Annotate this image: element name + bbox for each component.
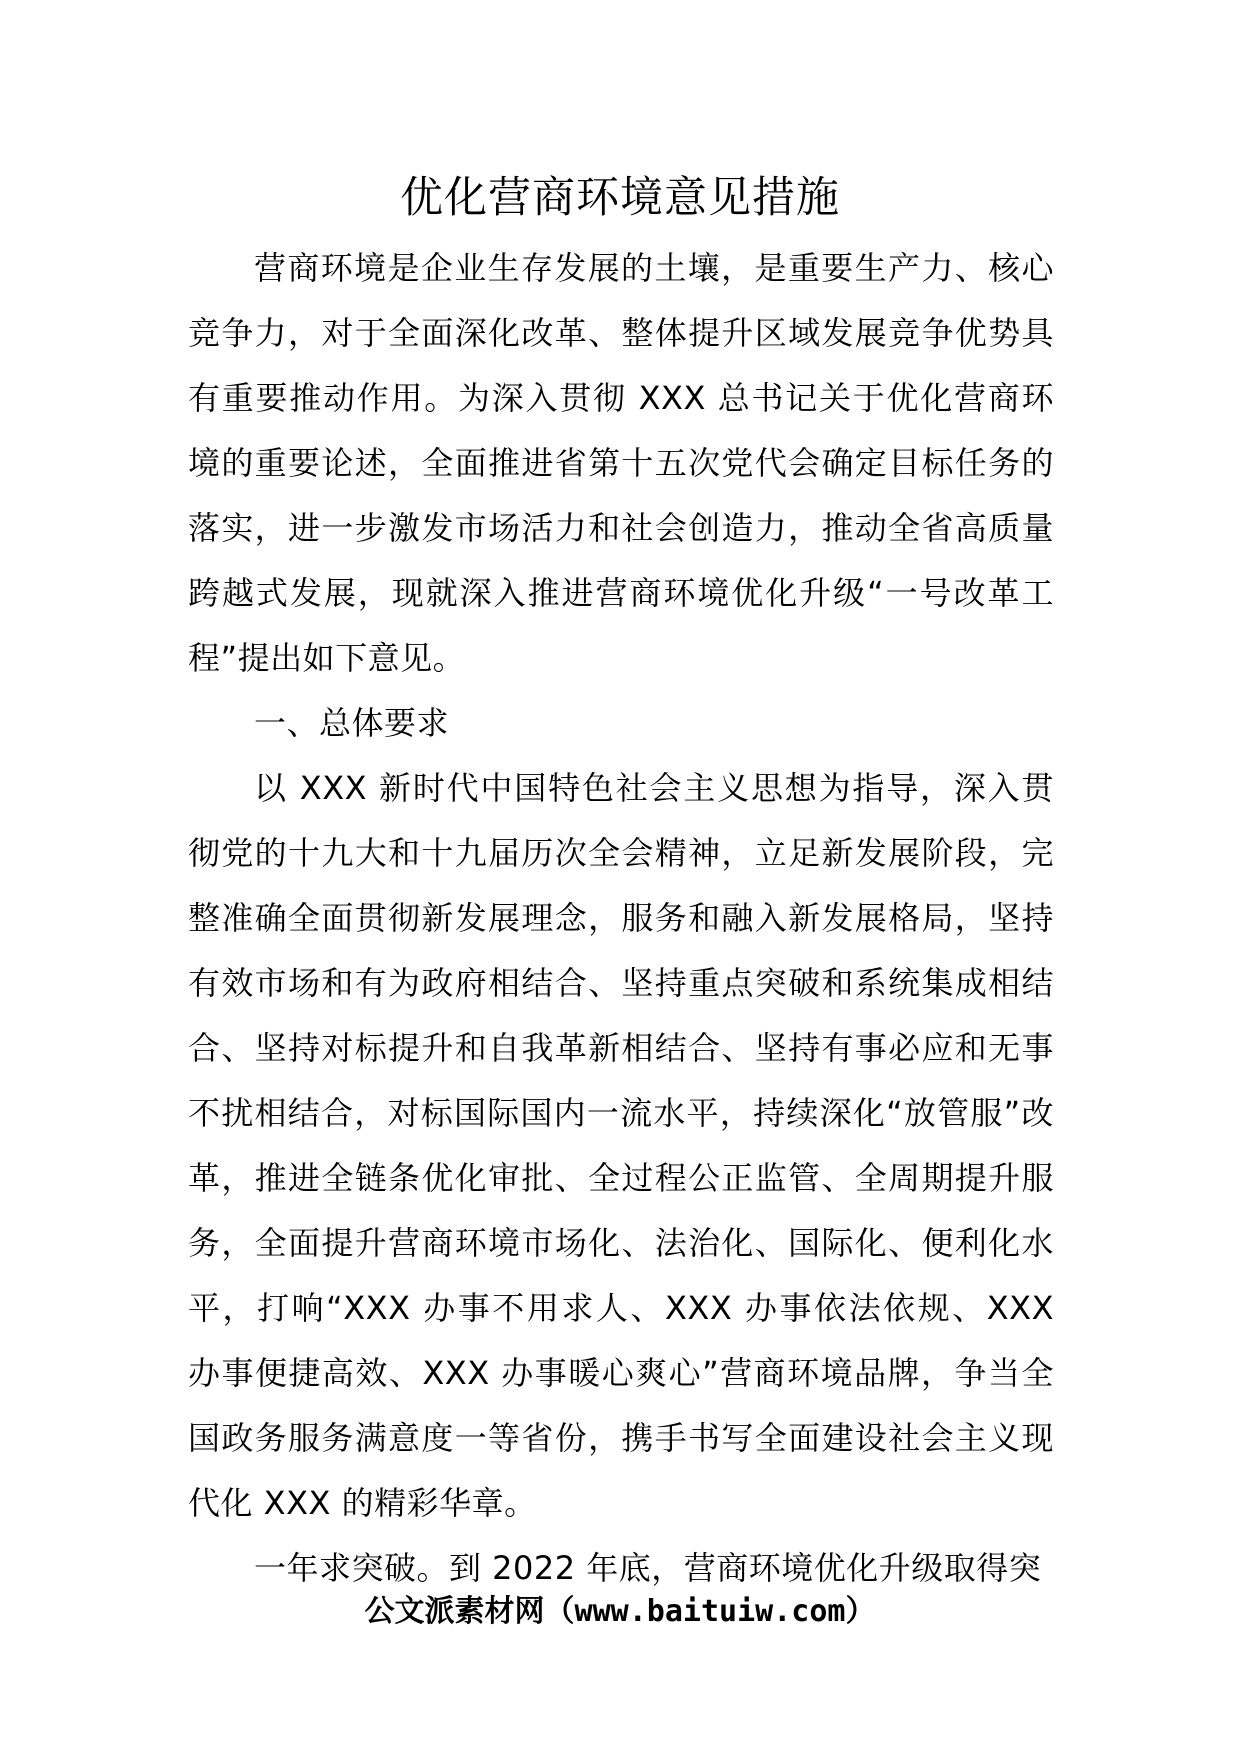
intro-paragraph: 营商环境是企业生存发展的土壤，是重要生产力、核心竞争力，对于全面深化改革、整体提升区域发展竞争优势具有重要推动作用。为深入贯彻 XXX 总书记关于优化营商环境的重要论述，全面推进省第十五次党代会确定目标任务的落实，进一步激发市场活力和社会创造力，推动全省高质量跨越式发展，现就深入推进营商环境优化升级“一号改革工程”提出如下意见。 [188, 249, 1054, 677]
section-heading: 一、总体要求 [254, 704, 450, 742]
footer-watermark: 公文派素材网（www.baituiw.com） [364, 1594, 876, 1629]
document-body [188, 236, 1054, 1601]
document-title: 优化营商环境意见措施 [400, 173, 840, 223]
goal-paragraph: 一年求突破。到 2022 年底，营商环境优化升级取得突 [254, 1549, 1042, 1587]
guideline-paragraph: 以 XXX 新时代中国特色社会主义思想为指导，深入贯彻党的十九大和十九届历次全会精神，立足新发展阶段，完整准确全面贯彻新发展理念，服务和融入新发展格局，坚持有效市场和有为政府相结合、坚持重点突破和系统集成相结合、坚持对标提升和自我革新相结合、坚持有事必应和无事不扰相结合，对标国际国内一流水平，持续深化“放管服”改革，推进全链条优化审批、全过程公正监管、全周期提升服务，全面提升营商环境市场化、法治化、国际化、便利化水平，打响“XXX 办事不用求人、XXX 办事依法依规、XXX 办事便捷高效、XXX 办事暖心爽心”营商环境品牌，争当全国政务服务满意度一等省份，携手书写全面建设社会主义现代化 XXX 的精彩华章。 [188, 769, 1054, 1522]
